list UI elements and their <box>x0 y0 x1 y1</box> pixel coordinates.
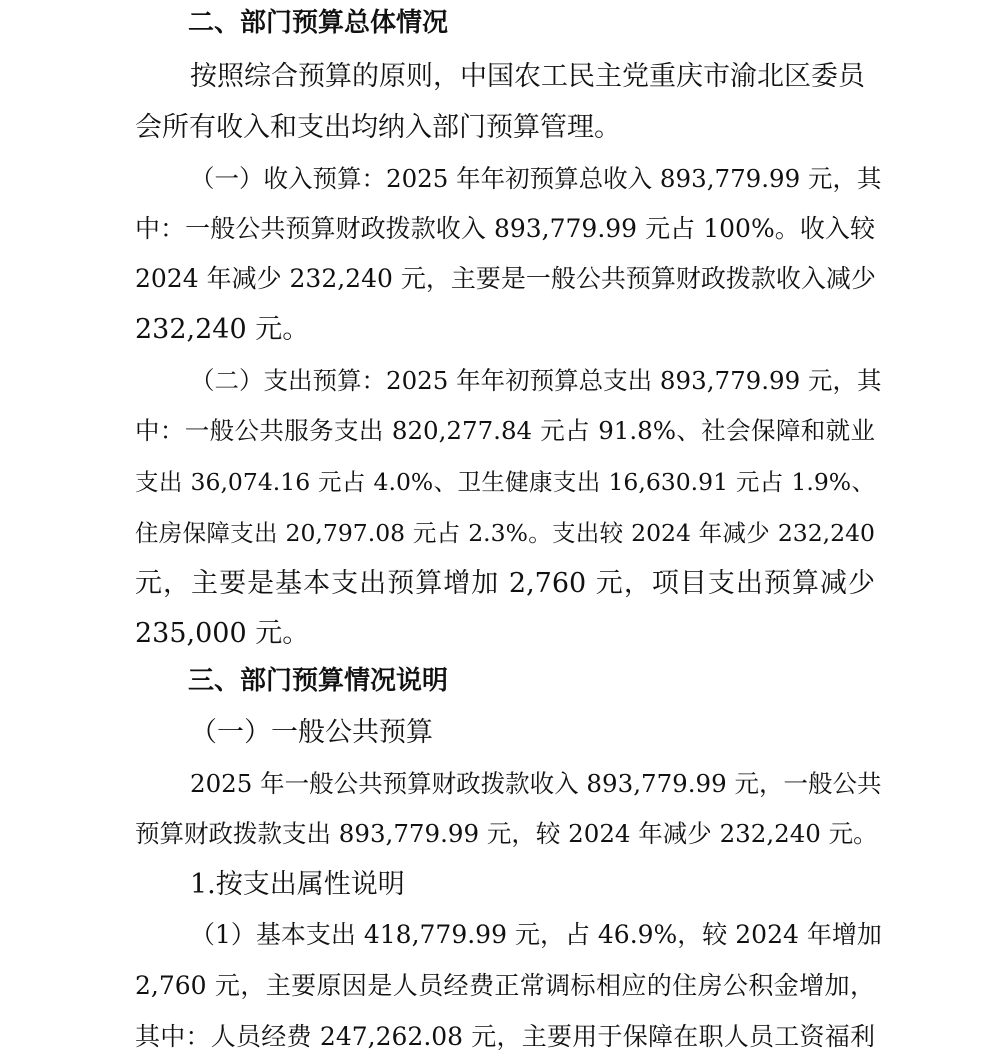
paragraph-intro-line: 会所有收入和支出均纳入部门预算管理。 <box>135 112 621 143</box>
paragraph-income-line: 中：一般公共预算财政拨款收入 893,779.99 元占 100%。收入较 <box>135 214 875 243</box>
section-heading-budget-explanation: 三、部门预算情况说明 <box>188 666 449 696</box>
paragraph-income-line: （一）收入预算：2025 年年初预算总收入 893,779.99 元，其 <box>190 164 882 193</box>
paragraph-expense-line: 中：一般公共服务支出 820,277.84 元占 91.8%、社会保障和就业 <box>135 416 875 445</box>
paragraph-expense-line: 235,000 元。 <box>135 618 310 649</box>
paragraph-summary-line: 预算财政拨款支出 893,779.99 元，较 2024 年减少 232,240 元。 <box>135 819 878 848</box>
paragraph-income-line: 2024 年减少 232,240 元，主要是一般公共预算财政拨款收入减少 <box>135 264 876 293</box>
list-item-by-expense-attribute: 1.按支出属性说明 <box>190 869 405 900</box>
paragraph-expense-line: 住房保障支出 20,797.08 元占 2.3%。支出较 2024 年减少 232,240 <box>135 519 875 547</box>
paragraph-expense-line: 元，主要是基本支出预算增加 2,760 元，项目支出预算减少 <box>135 568 875 599</box>
paragraph-income-line: 232,240 元。 <box>135 314 310 345</box>
paragraph-expense-line: 支出 36,074.16 元占 4.0%、卫生健康支出 16,630.91 元占 1.9%、 <box>135 468 875 496</box>
paragraph-expense-line: （二）支出预算：2025 年年初预算总支出 893,779.99 元，其 <box>190 366 882 395</box>
section-heading-budget-overview: 二、部门预算总体情况 <box>188 8 449 38</box>
paragraph-basic-expense-line: 其中：人员经费 247,262.08 元，主要用于保障在职人员工资福利 <box>135 1022 875 1051</box>
paragraph-basic-expense-line: （1）基本支出 418,779.99 元，占 46.9%，较 2024 年增加 <box>190 920 882 949</box>
paragraph-basic-expense-line: 2,760 元，主要原因是人员经费正常调标相应的住房公积金增加， <box>135 971 875 1000</box>
paragraph-intro-line: 按照综合预算的原则，中国农工民主党重庆市渝北区委员 <box>190 61 865 92</box>
paragraph-summary-line: 2025 年一般公共预算财政拨款收入 893,779.99 元，一般公共 <box>190 769 882 798</box>
subheading-general-public-budget: （一）一般公共预算 <box>190 717 433 748</box>
